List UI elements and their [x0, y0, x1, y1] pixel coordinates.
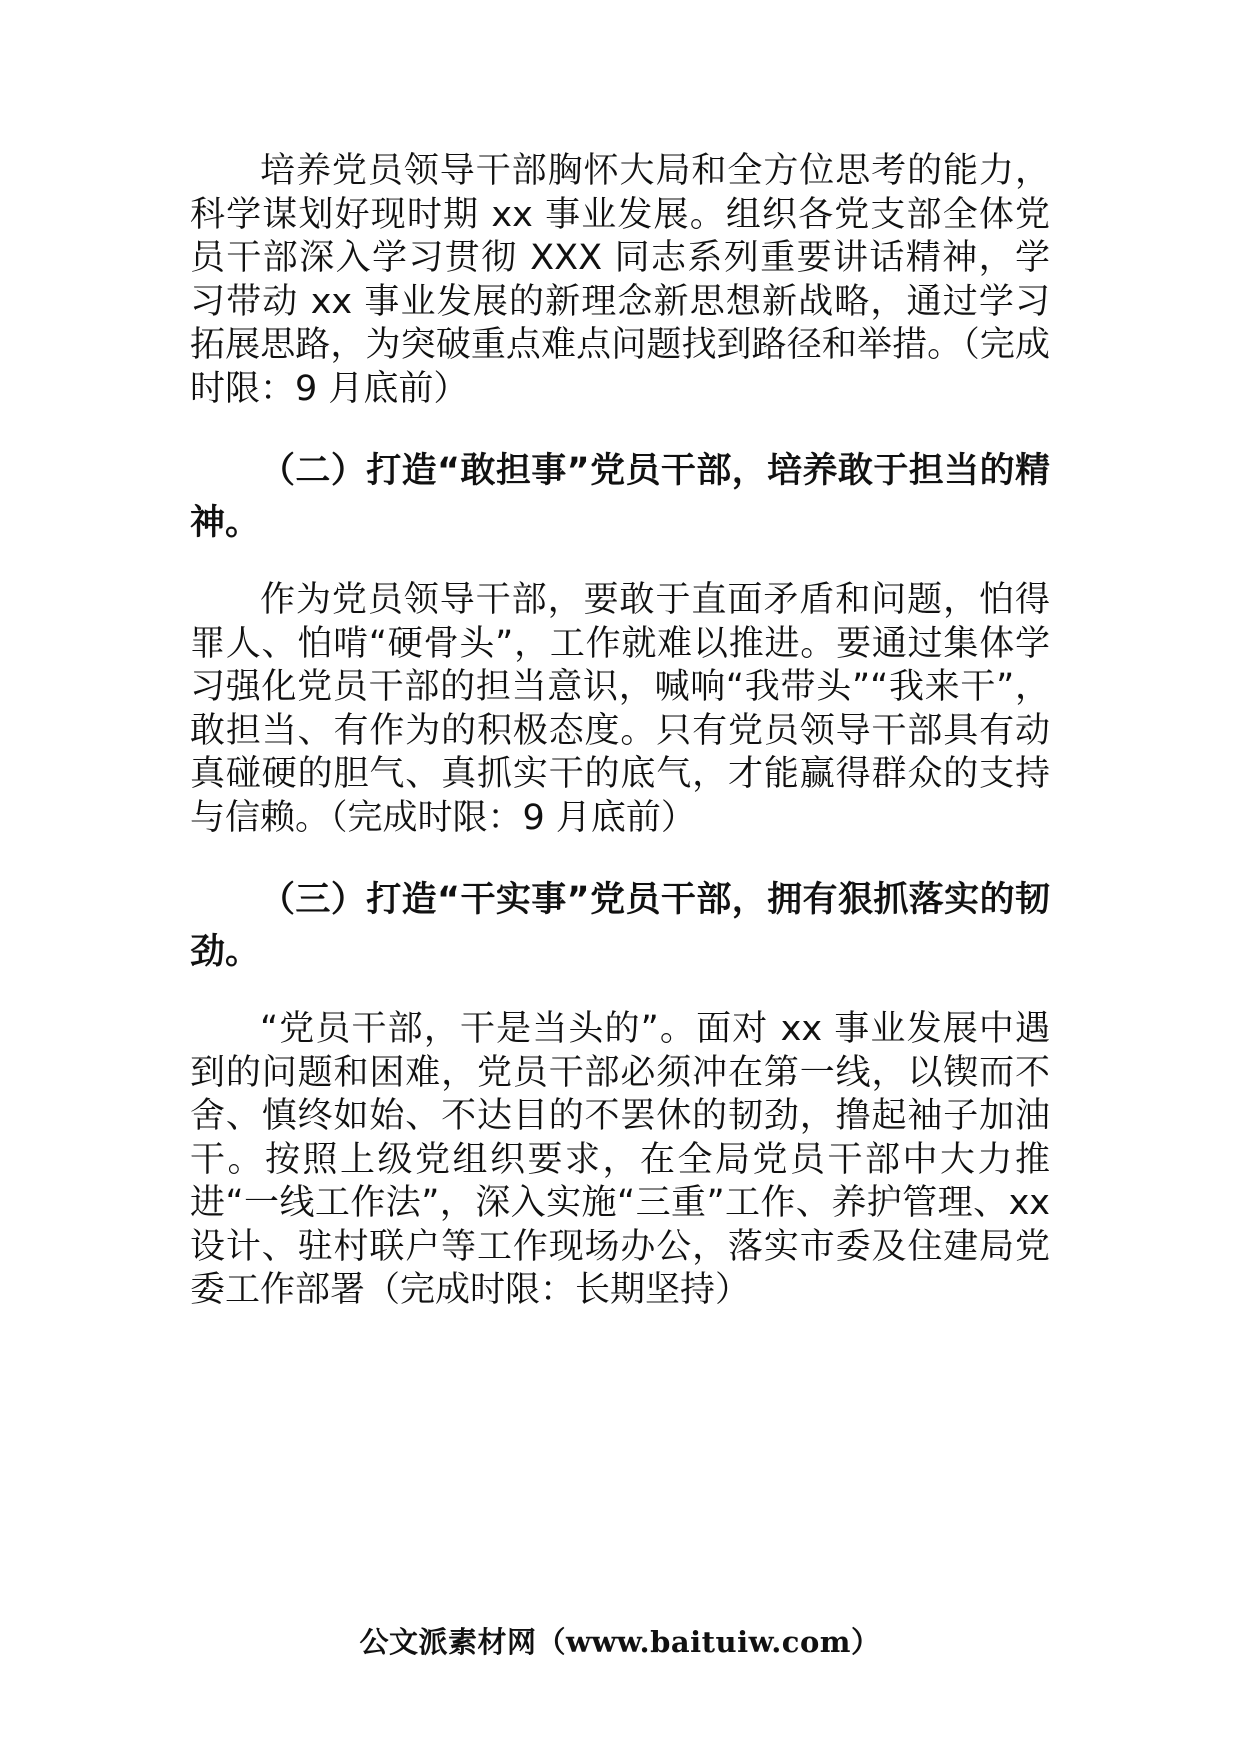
document-body [190, 150, 1050, 1313]
body-paragraph-2: 作为党员领导干部，要敢于直面矛盾和问题，怕得罪人、怕啃“硬骨头”，工作就难以推进。要通过集体学习强化党员干部的担当意识，喊响“我带头”“我来干”，敢担当、有作为的积极态度。只有党员领导干部具有动真碰硬的胆气、真抓实干的底气，才能赢得群众的支持与信赖。（完成时限：9 月底前） [190, 580, 1051, 838]
body-paragraph-3: “党员干部，干是当头的”。面对 xx 事业发展中遇到的问题和困难，党员干部必须冲在第一线，以锲而不舍、慎终如始、不达目的不罢休的韧劲，撸起袖子加油干。按照上级党组织要求，在全局党员干部中大力推进“一线工作法”，深入实施“三重”工作、养护管理、xx 设计、驻村联户等工作现场办公，落实市委及住建局党委工作部署（完成时限：长期坚持） [190, 1009, 1050, 1310]
section-heading-3: （三）打造“干实事”党员干部，拥有狠抓落实的韧劲。 [190, 880, 1050, 972]
body-paragraph-1: 培养党员领导干部胸怀大局和全方位思考的能力，科学谋划好现时期 xx 事业发展。组织各党支部全体党员干部深入学习贯彻 XXX 同志系列重要讲话精神，学习带动 xx 事业发展的新理念新思想新战略，通过学习拓展思路，为突破重点难点问题找到路径和举措。（完成时限：9 月底前） [190, 151, 1050, 409]
section-heading-2: （二）打造“敢担事”党员干部，培养敢于担当的精神。 [190, 451, 1050, 543]
footer-watermark: 公文派素材网（www.baituiw.com） [359, 1625, 881, 1659]
